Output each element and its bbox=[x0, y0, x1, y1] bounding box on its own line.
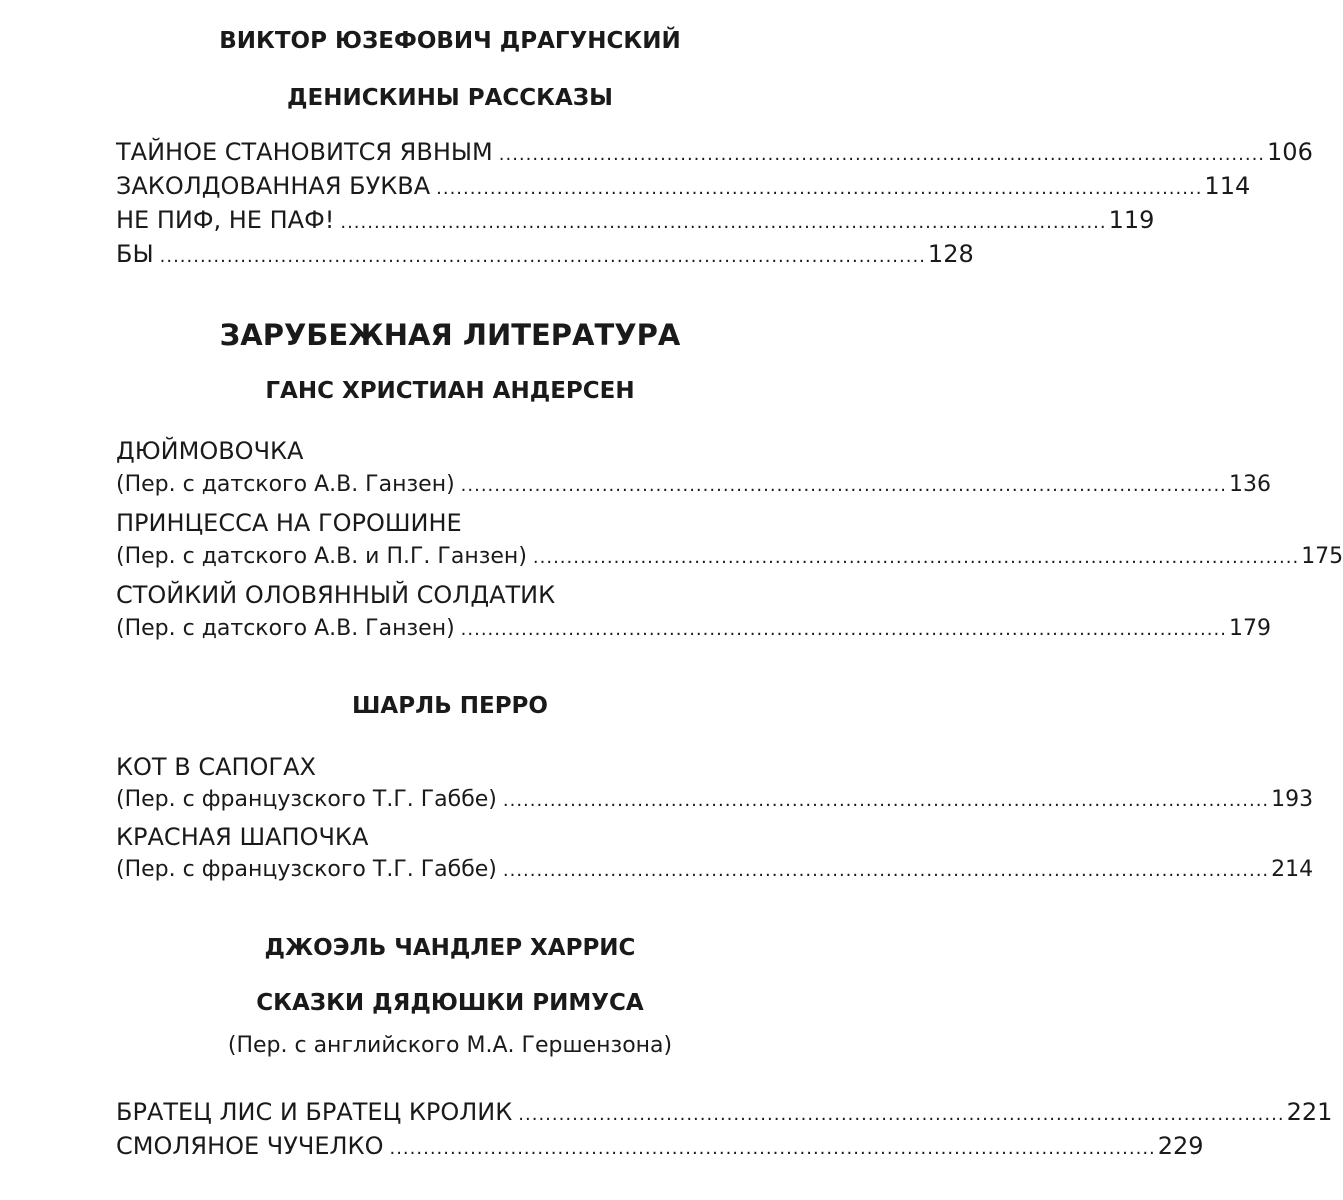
entry-page-number: 221 bbox=[1286, 1098, 1333, 1126]
toc-entry[interactable] bbox=[116, 1098, 1333, 1126]
toc-entry[interactable] bbox=[116, 240, 974, 268]
entry-title[interactable]: КОТ В САПОГАХ bbox=[116, 753, 316, 781]
dot-leader: .................................................................................................................. bbox=[436, 178, 1203, 199]
entry-page-number: 214 bbox=[1271, 857, 1314, 882]
entry-page-number: 193 bbox=[1271, 787, 1314, 812]
entry-title[interactable]: ДЮЙМОВОЧКА bbox=[116, 437, 304, 465]
entry-page-number: 114 bbox=[1204, 172, 1251, 200]
dot-leader: .................................................................................................................. bbox=[518, 1104, 1285, 1125]
toc-entry[interactable] bbox=[116, 1132, 1204, 1160]
entry-page-number: 179 bbox=[1228, 616, 1271, 641]
translator-note: (Пер. с французского Т.Г. Габбе) bbox=[116, 787, 497, 812]
toc-entry-note[interactable] bbox=[116, 616, 1271, 641]
translator-note: (Пер. с французского Т.Г. Габбе) bbox=[116, 857, 497, 882]
translator-note: (Пер. с датского А.В. и П.Г. Ганзен) bbox=[116, 544, 527, 569]
entry-title: БЫ bbox=[116, 240, 154, 268]
dot-leader: .................................................................................................................. bbox=[159, 246, 926, 267]
dot-leader: .................................................................................................................. bbox=[389, 1138, 1156, 1159]
book-heading-uncle-remus: СКАЗКИ ДЯДЮШКИ РИМУСА bbox=[256, 990, 644, 1016]
dot-leader: .................................................................................................................. bbox=[532, 547, 1300, 568]
translator-note: (Пер. с датского А.В. Ганзен) bbox=[116, 616, 455, 641]
author-heading-andersen: ГАНС ХРИСТИАН АНДЕРСЕН bbox=[265, 378, 635, 404]
entry-title: БРАТЕЦ ЛИС И БРАТЕЦ КРОЛИК bbox=[116, 1098, 513, 1126]
author-heading-harris: ДЖОЭЛЬ ЧАНДЛЕР ХАРРИС bbox=[264, 935, 636, 961]
entry-title: НЕ ПИФ, НЕ ПАФ! bbox=[116, 206, 335, 234]
entry-title: ЗАКОЛДОВАННАЯ БУКВА bbox=[116, 172, 431, 200]
entry-page-number: 136 bbox=[1228, 472, 1271, 497]
toc-entry-note[interactable] bbox=[116, 787, 1314, 812]
dot-leader: .................................................................................................................. bbox=[502, 790, 1270, 811]
entry-page-number: 175 bbox=[1301, 544, 1343, 569]
entry-page-number: 106 bbox=[1267, 138, 1313, 166]
toc-entry-note[interactable] bbox=[116, 544, 1343, 569]
dot-leader: .................................................................................................................. bbox=[340, 212, 1107, 233]
entry-page-number: 128 bbox=[927, 240, 974, 268]
dot-leader: .................................................................................................................. bbox=[460, 619, 1227, 640]
toc-entry[interactable] bbox=[116, 206, 1155, 234]
toc-entry[interactable] bbox=[116, 138, 1313, 166]
entry-page-number: 119 bbox=[1108, 206, 1155, 234]
dot-leader: .................................................................................................................. bbox=[498, 144, 1266, 165]
entry-title[interactable]: ПРИНЦЕССА НА ГОРОШИНЕ bbox=[116, 509, 462, 537]
entry-title[interactable]: СТОЙКИЙ ОЛОВЯННЫЙ СОЛДАТИК bbox=[116, 581, 556, 609]
entry-title: СМОЛЯНОЕ ЧУЧЕЛКО bbox=[116, 1132, 384, 1160]
toc-entry[interactable] bbox=[116, 172, 1251, 200]
author-heading-dragunsky: ВИКТОР ЮЗЕФОВИЧ ДРАГУНСКИЙ bbox=[219, 28, 681, 54]
entry-page-number: 229 bbox=[1157, 1132, 1204, 1160]
book-heading-deniskiny: ДЕНИСКИНЫ РАССКАЗЫ bbox=[287, 85, 613, 111]
author-heading-perrault: ШАРЛЬ ПЕРРО bbox=[352, 693, 548, 719]
entry-title[interactable]: КРАСНАЯ ШАПОЧКА bbox=[116, 823, 369, 851]
toc-entry-note[interactable] bbox=[116, 472, 1271, 497]
translator-note: (Пер. с датского А.В. Ганзен) bbox=[116, 472, 455, 497]
dot-leader: .................................................................................................................. bbox=[502, 860, 1270, 881]
dot-leader: .................................................................................................................. bbox=[460, 475, 1227, 496]
translator-note-harris: (Пер. с английского М.А. Гершензона) bbox=[227, 1033, 673, 1058]
entry-title: ТАЙНОЕ СТАНОВИТСЯ ЯВНЫМ bbox=[116, 138, 493, 166]
toc-entry-note[interactable] bbox=[116, 857, 1314, 882]
section-heading-foreign-literature: ЗАРУБЕЖНАЯ ЛИТЕРАТУРА bbox=[219, 318, 681, 352]
